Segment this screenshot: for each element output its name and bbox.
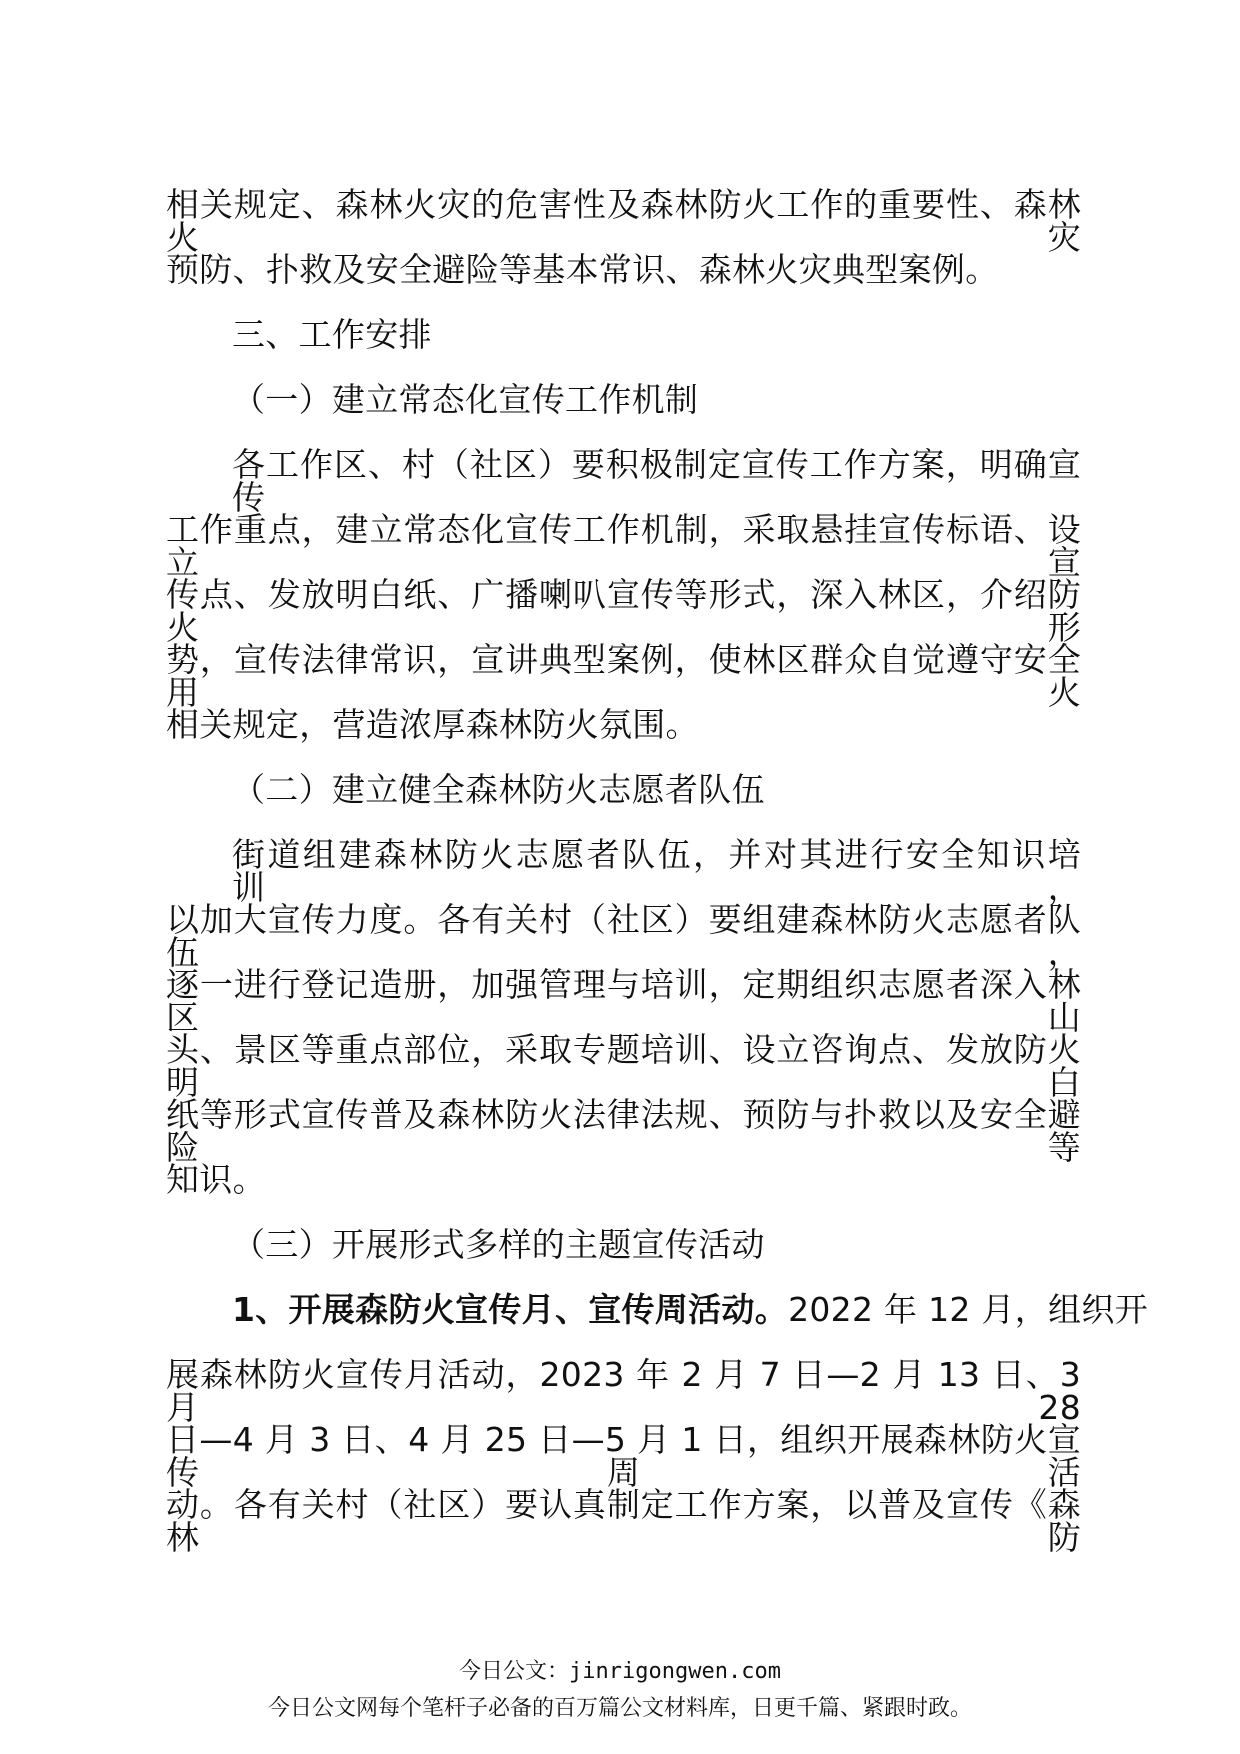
subsection-heading: （二）建立健全森林防火志愿者队伍 xyxy=(232,770,765,809)
paragraph-line: 知识。 xyxy=(166,1160,266,1199)
paragraph-line: 势，宣传法律常识，宣讲典型案例，使林区群众自觉遵守安全用火 xyxy=(166,640,1081,712)
paragraph-line: 日—4 月 3 日、4 月 25 日—5 月 1 日，组织开展森林防火宣传周活 xyxy=(166,1420,1081,1492)
paragraph-line: 相关规定，营造浓厚森林防火氛围。 xyxy=(166,705,699,744)
paragraph-line: 相关规定、森林火灾的危害性及森林防火工作的重要性、森林火灾 xyxy=(166,185,1081,257)
activity-1-text: 2022 年 12 月，组织开 xyxy=(788,1290,1149,1329)
activity-1-heading: 1、开展森防火宣传月、宣传周活动。 xyxy=(232,1290,789,1329)
paragraph-line: 预防、扑救及安全避险等基本常识、森林火灾典型案例。 xyxy=(166,250,999,289)
activity-1-line xyxy=(166,1290,1149,1329)
footer-site-link[interactable]: 今日公文：jinrigongwen.com xyxy=(459,1659,781,1684)
document-body xyxy=(166,185,1149,1557)
paragraph-line: 纸等形式宣传普及森林防火法律法规、预防与扑救以及安全避险等 xyxy=(166,1095,1081,1167)
paragraph-line: 展森林防火宣传月活动，2023 年 2 月 7 日—2 月 13 日、3 月 28 xyxy=(166,1355,1081,1427)
paragraph-line: 传点、发放明白纸、广播喇叭宣传等形式，深入林区，介绍防火形 xyxy=(166,575,1081,647)
paragraph-line: 工作重点，建立常态化宣传工作机制，采取悬挂宣传标语、设立宣 xyxy=(166,510,1081,582)
subsection-heading: （三）开展形式多样的主题宣传活动 xyxy=(232,1225,765,1264)
paragraph-line: 以加大宣传力度。各有关村（社区）要组建森林防火志愿者队伍， xyxy=(166,900,1081,972)
paragraph-line: 头、景区等重点部位，采取专题培训、设立咨询点、发放防火明白 xyxy=(166,1030,1081,1102)
subsection-heading: （一）建立常态化宣传工作机制 xyxy=(232,380,699,419)
paragraph-line: 街道组建森林防火志愿者队伍，并对其进行安全知识培训， xyxy=(232,835,1081,907)
paragraph-line: 动。各有关村（社区）要认真制定工作方案，以普及宣传《森林防 xyxy=(166,1485,1081,1557)
footer-slogan: 今日公文网每个笔杆子必备的百万篇公文材料库，日更千篇、紧跟时政。 xyxy=(267,1696,972,1721)
paragraph-line: 逐一进行登记造册，加强管理与培训，定期组织志愿者深入林区山 xyxy=(166,965,1081,1037)
paragraph-line: 各工作区、村（社区）要积极制定宣传工作方案，明确宣传 xyxy=(232,445,1081,517)
section-heading: 三、工作安排 xyxy=(232,315,432,354)
